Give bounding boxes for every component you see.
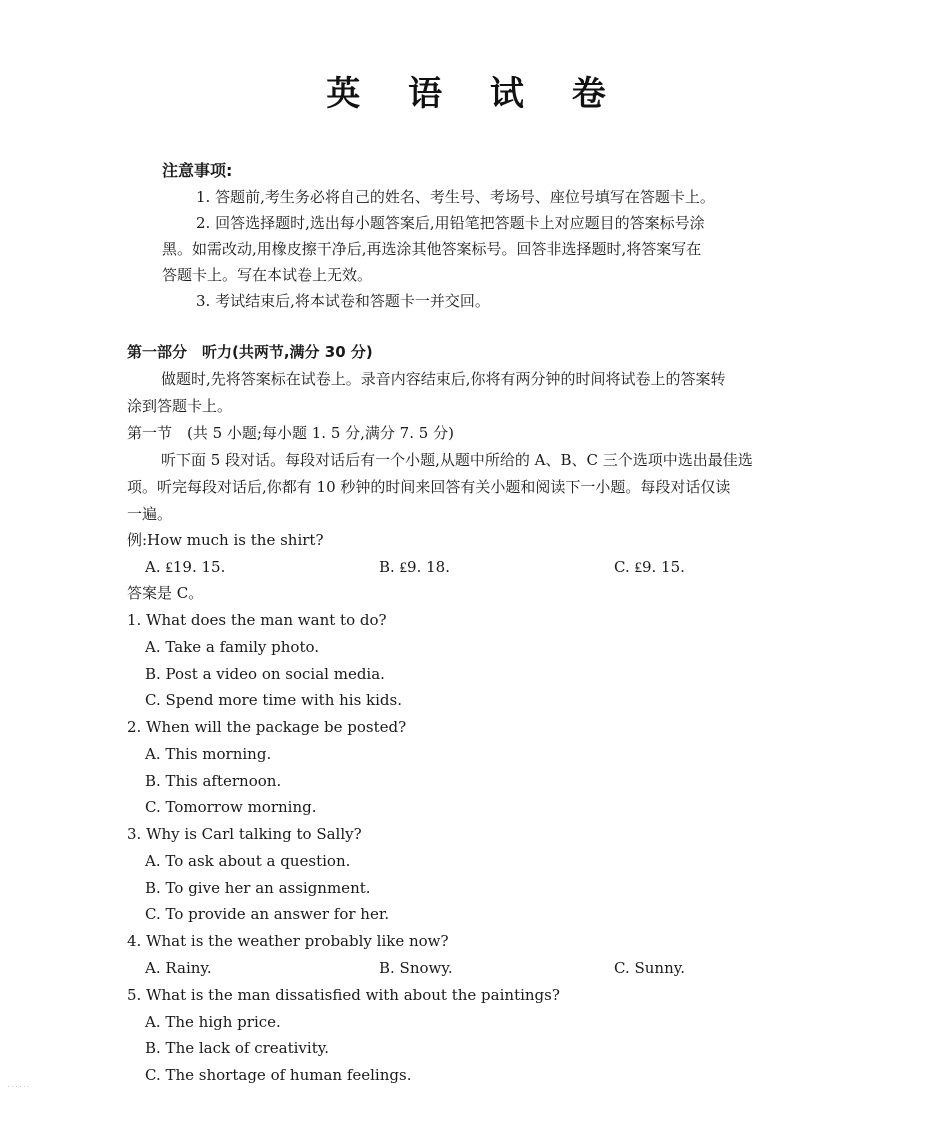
question-5-option-a: A. The high price.	[145, 1013, 281, 1031]
question-5-option-c: C. The shortage of human feelings.	[145, 1066, 412, 1084]
question-4-option-c: C. Sunny.	[614, 959, 685, 977]
question-1-option-a: A. Take a family photo.	[145, 638, 320, 656]
question-2-option-a: A. This morning.	[145, 745, 272, 763]
question-1-option-c: C. Spend more time with his kids.	[145, 691, 402, 709]
section1-heading: 第一节 (共 5 小题;每小题 1. 5 分,满分 7. 5 分)	[127, 424, 454, 442]
notice-item-2-line-2: 黑。如需改动,用橡皮擦干净后,再选涂其他答案标号。回答非选择题时,将答案写在	[162, 240, 702, 258]
question-2-stem: 2. When will the package be posted?	[127, 718, 407, 736]
scan-watermark-mark: · · · · · ·	[8, 1084, 29, 1091]
example-option-b: B. ₤9. 18.	[379, 558, 450, 576]
example-option-a: A. ₤19. 15.	[145, 558, 226, 576]
part1-intro-line-1: 做题时,先将答案标在试卷上。录音内容结束后,你将有两分钟的时间将试卷上的答案转	[161, 370, 726, 388]
notice-heading: 注意事项:	[162, 161, 233, 180]
example-answer: 答案是 C。	[127, 584, 204, 602]
question-3-option-b: B. To give her an assignment.	[145, 879, 371, 897]
question-2-option-b: B. This afternoon.	[145, 772, 282, 790]
page-title: 英 语 试 卷	[326, 74, 624, 114]
question-3-stem: 3. Why is Carl talking to Sally?	[127, 825, 362, 843]
part1-intro-line-2: 涂到答题卡上。	[127, 397, 233, 415]
section1-intro-line-1: 听下面 5 段对话。每段对话后有一个小题,从题中所给的 A、B、C 三个选项中选出最佳选	[161, 451, 753, 469]
notice-item-2-line-1: 2. 回答选择题时,选出每小题答案后,用铅笔把答题卡上对应题目的答案标号涂	[196, 214, 705, 232]
section1-intro-line-3: 一遍。	[127, 505, 173, 523]
notice-item-2-line-3: 答题卡上。写在本试卷上无效。	[162, 266, 373, 284]
question-5-stem: 5. What is the man dissatisfied with about the paintings?	[127, 986, 560, 1004]
question-4-stem: 4. What is the weather probably like now?	[127, 932, 449, 950]
question-4-option-b: B. Snowy.	[379, 959, 453, 977]
question-2-option-c: C. Tomorrow morning.	[145, 798, 317, 816]
example-option-c: C. ₤9. 15.	[614, 558, 685, 576]
part1-heading: 第一部分 听力(共两节,满分 30 分)	[127, 343, 373, 361]
notice-item-3: 3. 考试结束后,将本试卷和答题卡一并交回。	[196, 292, 490, 310]
section1-intro-line-2: 项。听完每段对话后,你都有 10 秒钟的时间来回答有关小题和阅读下一小题。每段对话仅读	[127, 478, 731, 496]
example-question: 例:How much is the shirt?	[127, 531, 324, 549]
question-3-option-a: A. To ask about a question.	[145, 852, 351, 870]
question-1-option-b: B. Post a video on social media.	[145, 665, 385, 683]
question-3-option-c: C. To provide an answer for her.	[145, 905, 390, 923]
notice-item-1: 1. 答题前,考生务必将自己的姓名、考生号、考场号、座位号填写在答题卡上。	[196, 188, 715, 206]
question-1-stem: 1. What does the man want to do?	[127, 611, 387, 629]
question-4-option-a: A. Rainy.	[145, 959, 212, 977]
question-5-option-b: B. The lack of creativity.	[145, 1039, 329, 1057]
